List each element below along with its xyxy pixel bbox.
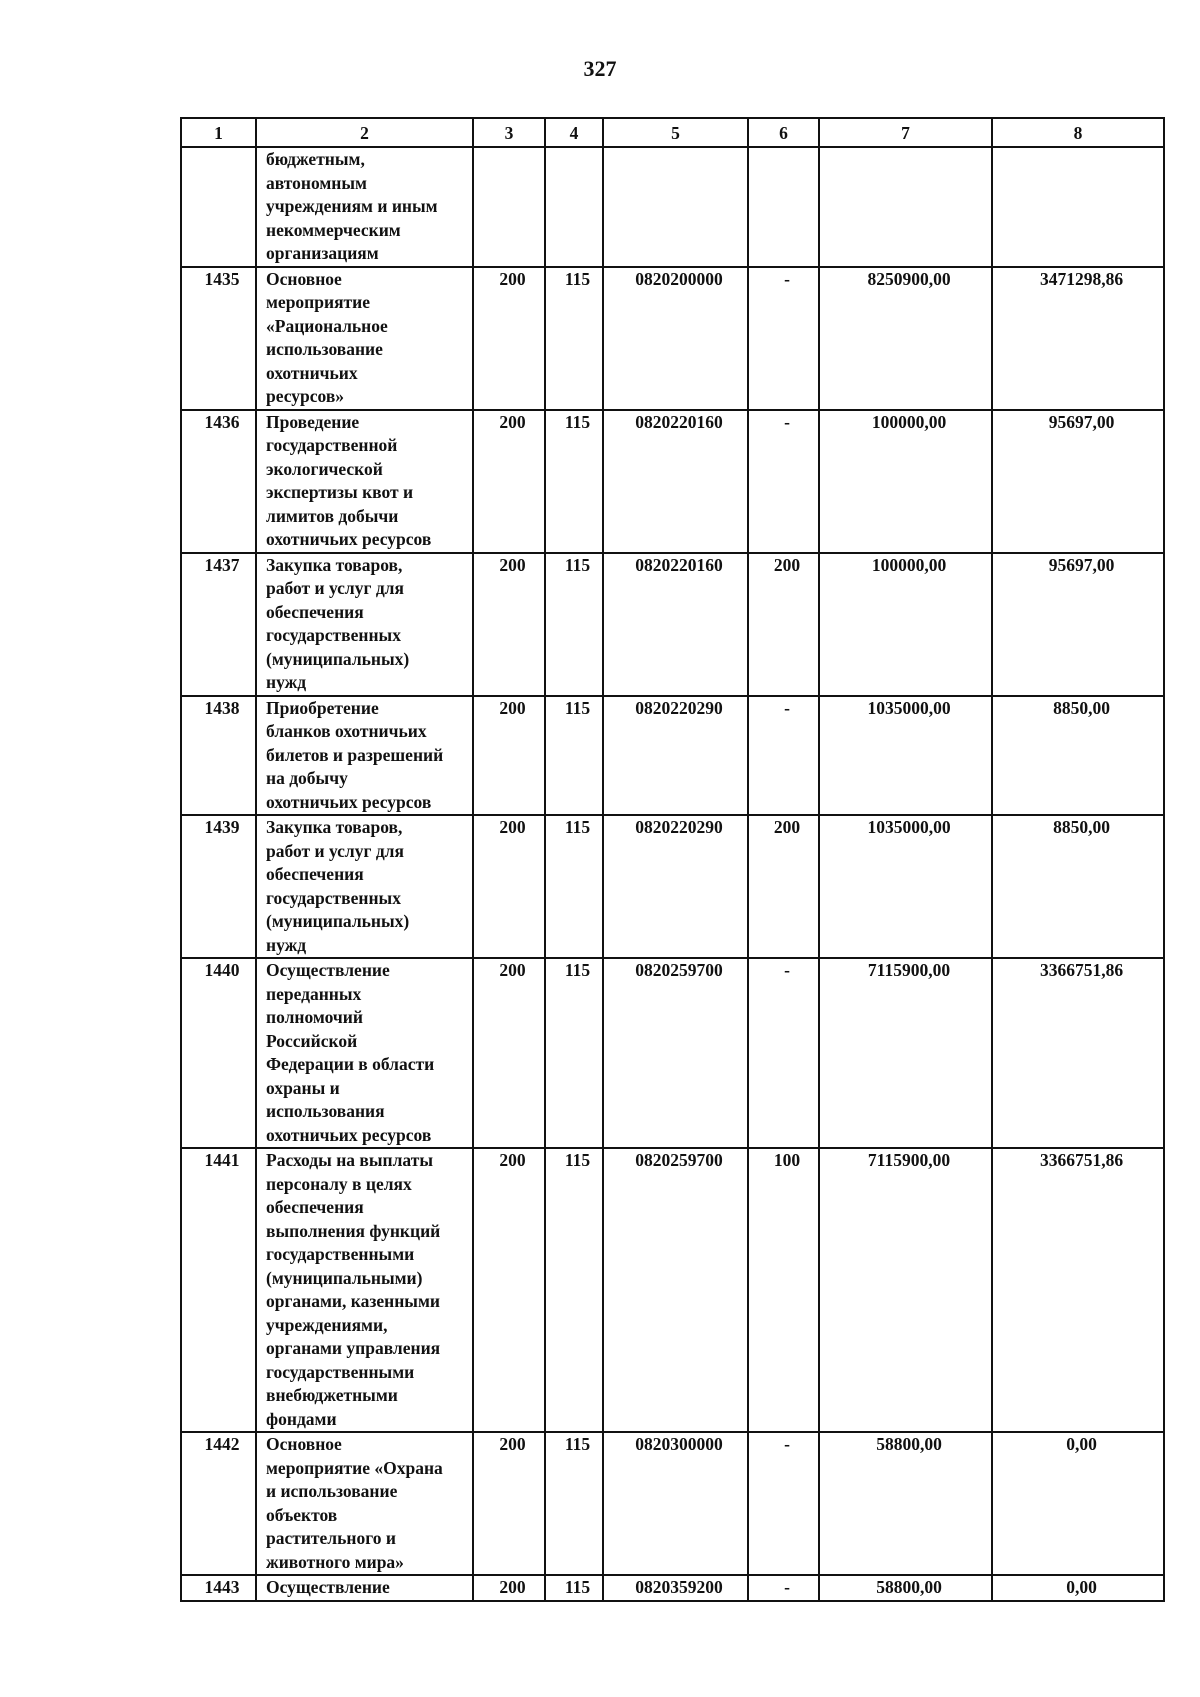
cell-col3 <box>473 147 545 267</box>
cell-col4: 115 <box>545 815 603 958</box>
cell-row-number: 1436 <box>181 410 256 553</box>
cell-col3: 200 <box>473 958 545 1148</box>
cell-col3: 200 <box>473 815 545 958</box>
col-header-7: 7 <box>819 118 992 147</box>
cell-col7: 58800,00 <box>819 1432 992 1575</box>
cell-description: Проведение государственной экологической экспертизы квот и лимитов добычи охотничьих ресурсов <box>256 410 473 553</box>
table-row <box>181 1432 1164 1575</box>
table-row <box>181 553 1164 696</box>
table-row <box>181 815 1164 958</box>
cell-col4: 115 <box>545 553 603 696</box>
cell-row-number: 1439 <box>181 815 256 958</box>
cell-col6: 200 <box>748 815 819 958</box>
cell-col7: 100000,00 <box>819 410 992 553</box>
cell-col3: 200 <box>473 1432 545 1575</box>
cell-col7: 8250900,00 <box>819 267 992 410</box>
cell-description: Осуществление переданных полномочий Российской Федерации в области охраны и использования охотничьих ресурсов <box>256 958 473 1148</box>
table-row <box>181 267 1164 410</box>
cell-col4: 115 <box>545 696 603 816</box>
table-row <box>181 1575 1164 1601</box>
cell-col3: 200 <box>473 696 545 816</box>
cell-col8: 95697,00 <box>992 410 1164 553</box>
cell-col5: 0820220290 <box>603 815 748 958</box>
cell-row-number: 1437 <box>181 553 256 696</box>
cell-col8: 0,00 <box>992 1575 1164 1601</box>
cell-col6: - <box>748 1432 819 1575</box>
cell-col4: 115 <box>545 267 603 410</box>
cell-row-number: 1435 <box>181 267 256 410</box>
cell-col8 <box>992 147 1164 267</box>
table-row <box>181 958 1164 1148</box>
cell-col6: - <box>748 696 819 816</box>
cell-description: Приобретение бланков охотничьих билетов и разрешений на добычу охотничьих ресурсов <box>256 696 473 816</box>
cell-col3: 200 <box>473 1148 545 1432</box>
cell-description: бюджетным, автономным учреждениям и иным некоммерческим организациям <box>256 147 473 267</box>
table-row <box>181 1148 1164 1432</box>
cell-col4: 115 <box>545 958 603 1148</box>
col-header-8: 8 <box>992 118 1164 147</box>
cell-col5: 0820300000 <box>603 1432 748 1575</box>
cell-col6: - <box>748 958 819 1148</box>
cell-col8: 3366751,86 <box>992 1148 1164 1432</box>
col-header-6: 6 <box>748 118 819 147</box>
table-row <box>181 147 1164 267</box>
col-header-3: 3 <box>473 118 545 147</box>
cell-row-number: 1443 <box>181 1575 256 1601</box>
cell-col6: 100 <box>748 1148 819 1432</box>
table-row <box>181 696 1164 816</box>
col-header-4: 4 <box>545 118 603 147</box>
cell-col3: 200 <box>473 267 545 410</box>
header-row <box>181 118 1164 147</box>
cell-col5: 0820200000 <box>603 267 748 410</box>
col-header-5: 5 <box>603 118 748 147</box>
cell-row-number: 1442 <box>181 1432 256 1575</box>
cell-col6 <box>748 147 819 267</box>
cell-col7: 1035000,00 <box>819 815 992 958</box>
cell-description: Осуществление <box>256 1575 473 1601</box>
cell-col5: 0820220160 <box>603 410 748 553</box>
cell-row-number <box>181 147 256 267</box>
cell-col7: 7115900,00 <box>819 1148 992 1432</box>
cell-col7: 58800,00 <box>819 1575 992 1601</box>
cell-col7: 100000,00 <box>819 553 992 696</box>
cell-col7: 1035000,00 <box>819 696 992 816</box>
cell-col5: 0820259700 <box>603 1148 748 1432</box>
cell-description: Основное мероприятие «Рациональное использование охотничьих ресурсов» <box>256 267 473 410</box>
cell-col3: 200 <box>473 553 545 696</box>
cell-col3: 200 <box>473 1575 545 1601</box>
cell-col5: 0820220290 <box>603 696 748 816</box>
cell-col5 <box>603 147 748 267</box>
table-row <box>181 410 1164 553</box>
cell-description: Закупка товаров, работ и услуг для обеспечения государственных (муниципальных) нужд <box>256 553 473 696</box>
cell-col8: 95697,00 <box>992 553 1164 696</box>
cell-col7 <box>819 147 992 267</box>
cell-col6: 200 <box>748 553 819 696</box>
cell-col4: 115 <box>545 410 603 553</box>
cell-col4: 115 <box>545 1148 603 1432</box>
cell-row-number: 1441 <box>181 1148 256 1432</box>
cell-col8: 8850,00 <box>992 815 1164 958</box>
cell-description: Расходы на выплаты персоналу в целях обеспечения выполнения функций государственными (муниципальными) органами, казенными учреждениями, органами управления государственными внебюджетными фондами <box>256 1148 473 1432</box>
cell-col6: - <box>748 410 819 553</box>
cell-row-number: 1440 <box>181 958 256 1148</box>
budget-table <box>180 117 1165 1602</box>
cell-col4 <box>545 147 603 267</box>
cell-col5: 0820220160 <box>603 553 748 696</box>
cell-description: Закупка товаров, работ и услуг для обеспечения государственных (муниципальных) нужд <box>256 815 473 958</box>
col-header-2: 2 <box>256 118 473 147</box>
cell-col8: 0,00 <box>992 1432 1164 1575</box>
cell-description: Основное мероприятие «Охрана и использование объектов растительного и животного мира» <box>256 1432 473 1575</box>
cell-col4: 115 <box>545 1432 603 1575</box>
cell-col5: 0820359200 <box>603 1575 748 1601</box>
cell-col4: 115 <box>545 1575 603 1601</box>
cell-row-number: 1438 <box>181 696 256 816</box>
cell-col8: 8850,00 <box>992 696 1164 816</box>
cell-col5: 0820259700 <box>603 958 748 1148</box>
cell-col7: 7115900,00 <box>819 958 992 1148</box>
page-number: 327 <box>583 56 617 81</box>
cell-col6: - <box>748 267 819 410</box>
cell-col8: 3471298,86 <box>992 267 1164 410</box>
col-header-1: 1 <box>181 118 256 147</box>
cell-col8: 3366751,86 <box>992 958 1164 1148</box>
cell-col3: 200 <box>473 410 545 553</box>
cell-col6: - <box>748 1575 819 1601</box>
